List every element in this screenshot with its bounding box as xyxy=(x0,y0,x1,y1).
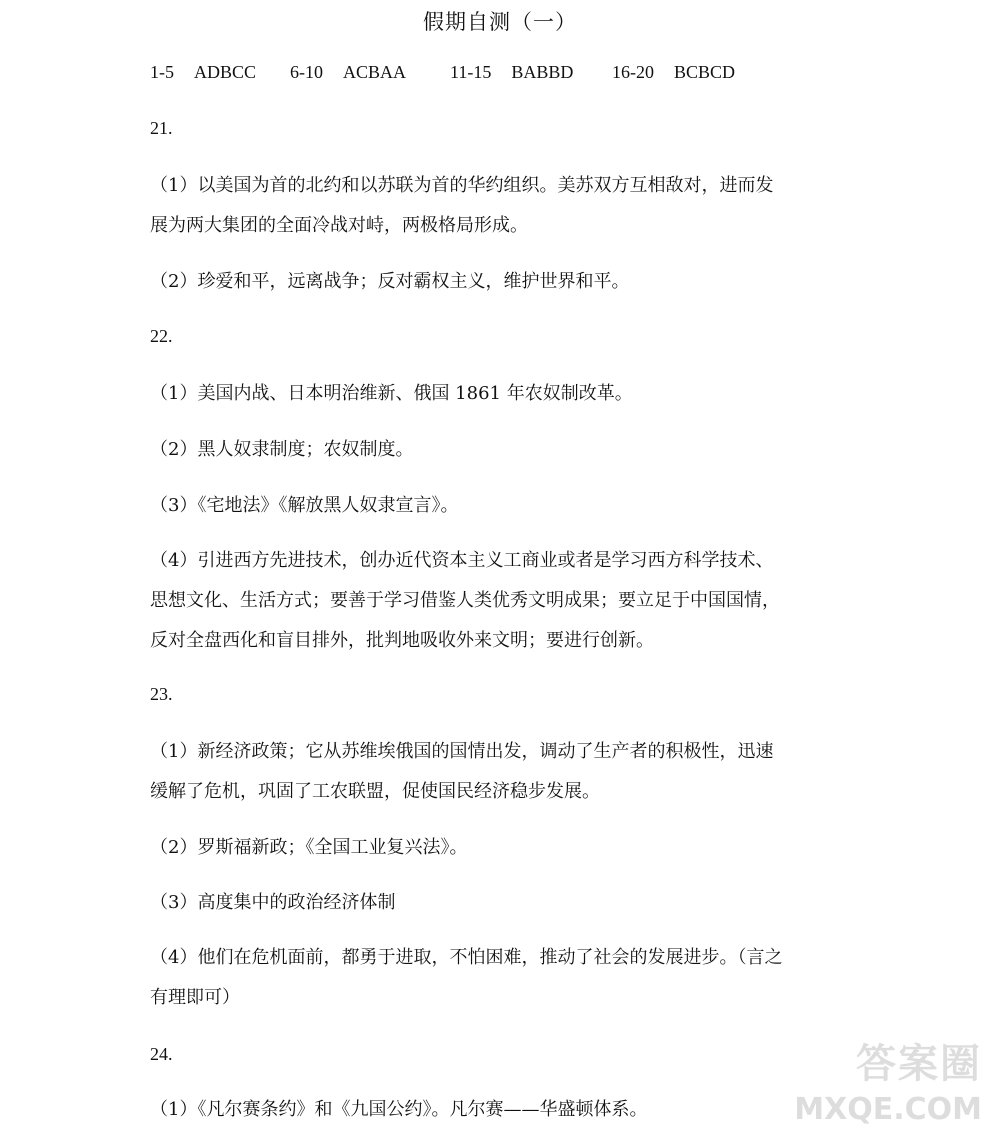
site-watermark xyxy=(767,1032,982,1127)
answer-line: （1）以美国为首的北约和以苏联为首的华约组织。美苏双方互相敌对，进而发 xyxy=(150,175,774,196)
answer-21-1 xyxy=(150,166,850,246)
answer-23-4 xyxy=(150,938,850,1018)
question-number-24: 24. xyxy=(150,1044,173,1064)
answer-23-2: （2）罗斯福新政；《全国工业复兴法》。 xyxy=(150,837,468,858)
watermark-url-text: MXQE.COM xyxy=(794,1092,982,1127)
answer-line: 缓解了危机，巩固了工农联盟，促使国民经济稳步发展。 xyxy=(150,781,600,802)
answer-key-range: 16-20 xyxy=(612,62,654,82)
question-number-22: 22. xyxy=(150,326,173,346)
answer-line: （4）他们在危机面前，都勇于进取，不怕困难，推动了社会的发展进步。（言之 xyxy=(150,947,783,968)
answer-line: （1）新经济政策；它从苏维埃俄国的国情出发，调动了生产者的积极性，迅速 xyxy=(150,741,774,762)
page-title: 假期自测（一） xyxy=(423,10,577,34)
answer-key-letters: ADBCC xyxy=(194,62,257,82)
answer-key-range: 1-5 xyxy=(150,62,174,82)
answer-23-3: （3）高度集中的政治经济体制 xyxy=(150,892,396,913)
answer-key-group xyxy=(612,62,772,83)
answer-line: 展为两大集团的全面冷战对峙，两极格局形成。 xyxy=(150,215,528,236)
answer-22-1: （1）美国内战、日本明治维新、俄国 1861 年农奴制改革。 xyxy=(150,383,633,404)
answer-key-range: 6-10 xyxy=(290,62,323,82)
answer-key-letters: BABBD xyxy=(511,62,574,82)
answer-line: 思想文化、生活方式；要善于学习借鉴人类优秀文明成果；要立足于中国国情， xyxy=(150,590,780,611)
answer-key-letters: ACBAA xyxy=(343,62,407,82)
question-number-21: 21. xyxy=(150,118,173,138)
answer-key-range: 11-15 xyxy=(450,62,492,82)
answer-line: 反对全盘西化和盲目排外，批判地吸收外来文明；要进行创新。 xyxy=(150,630,654,651)
answer-line: （4）引进西方先进技术，创办近代资本主义工商业或者是学习西方科学技术、 xyxy=(150,550,774,571)
answer-22-3: （3）《宅地法》《解放黑人奴隶宣言》。 xyxy=(150,495,459,516)
watermark-logo-text: 答案圈 xyxy=(856,1041,982,1087)
answer-21-2: （2）珍爱和平，远离战争；反对霸权主义，维护世界和平。 xyxy=(150,271,630,292)
answer-24-1: （1）《凡尔赛条约》和《九国公约》。凡尔赛——华盛顿体系。 xyxy=(150,1099,648,1120)
answer-23-1 xyxy=(150,732,850,812)
answer-key-group xyxy=(290,62,450,83)
answer-key-group xyxy=(150,62,290,83)
answer-key-letters: BCBCD xyxy=(674,62,736,82)
question-number-23: 23. xyxy=(150,684,173,704)
answer-line: 有理即可） xyxy=(150,987,240,1008)
answer-key-row xyxy=(150,62,772,83)
answer-key-group xyxy=(450,62,612,83)
answer-22-2: （2）黑人奴隶制度；农奴制度。 xyxy=(150,439,414,460)
answer-22-4 xyxy=(150,541,850,661)
